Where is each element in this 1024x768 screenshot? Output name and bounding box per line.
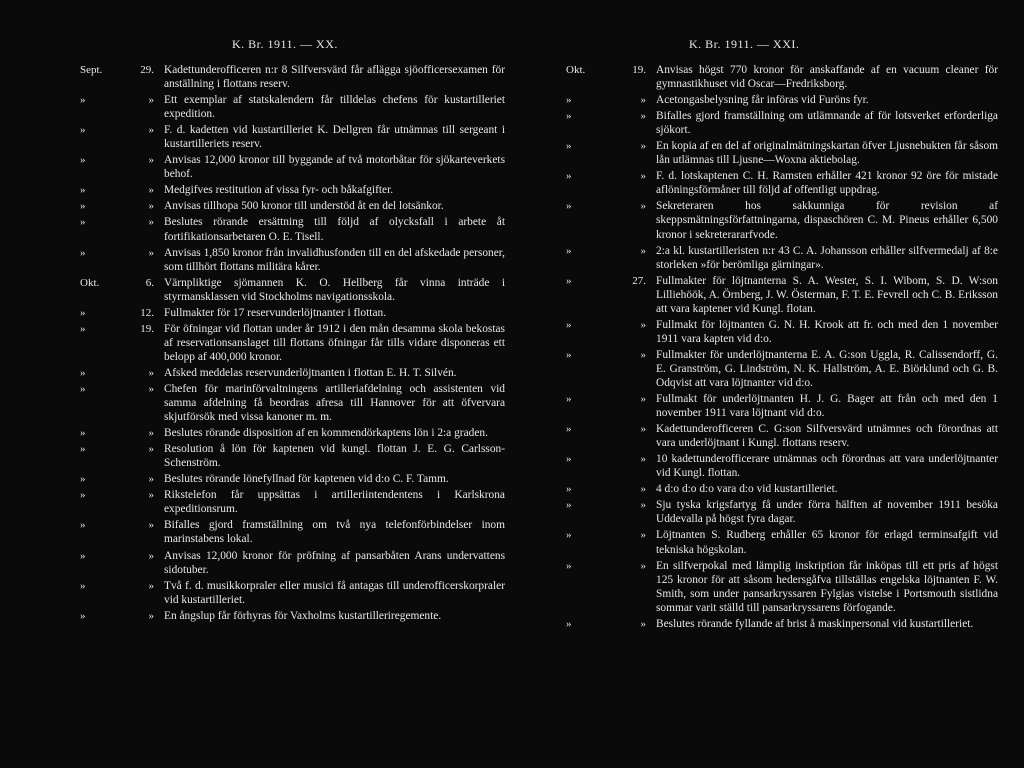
entry-row (566, 392, 998, 420)
entry-month: » (80, 366, 86, 379)
page-header: K. Br. 1911. — XXI. (689, 37, 800, 51)
entry-day: » (640, 348, 646, 361)
entry-day: » (148, 216, 154, 229)
entry-text: Acetongasbelysning får införas vid Furöns fyr. (656, 94, 869, 107)
entry-row (566, 139, 998, 167)
entry-date (566, 109, 646, 123)
entry-month: » (566, 274, 572, 287)
entry-day: » (148, 489, 154, 502)
entry-month: » (80, 306, 86, 319)
entry-date (566, 139, 646, 153)
entry-month: Okt. (80, 276, 100, 289)
entry-row (566, 422, 998, 450)
entry-month: » (566, 110, 572, 123)
entry-row (80, 549, 505, 577)
entry-month: » (80, 427, 86, 440)
entry-month: » (80, 124, 86, 137)
entry-row (80, 579, 505, 607)
entry-month: » (566, 559, 572, 572)
entry-text: Bifalles gjord framställning om utlämnande af för lotsverket erforderliga sjökort. (656, 110, 998, 137)
entry-text: 4 d:o d:o d:o vara d:o vid kustartilleriet. (656, 483, 838, 496)
entry-month: » (566, 529, 572, 542)
entry-text: Chefen för marinförvaltningens artilleriafdelning och assistenten vid samma afdelning få beordras afresa till Hannover för att öfvervara skjutförsök med vissa kanoner m. m. (164, 382, 505, 424)
entry-day: » (640, 617, 646, 630)
entry-text: Rikstelefon får uppsättas i artilleriintendentens i Karlskrona expeditionsrum. (164, 489, 505, 516)
entry-date (80, 382, 154, 396)
entry-date (80, 609, 154, 623)
entry-date (566, 199, 646, 213)
entry-month: » (80, 519, 86, 532)
entry-text: Löjtnanten S. Rudberg erhåller 65 kronor för erlagd terminsafgift vid tekniska högskolan. (656, 529, 998, 556)
entry-row (566, 617, 998, 631)
entry-row (566, 318, 998, 346)
entry-day: » (148, 609, 154, 622)
entry-month: » (566, 348, 572, 361)
entry-month: » (80, 549, 86, 562)
entry-day: » (148, 473, 154, 486)
entry-month: » (566, 483, 572, 496)
entry-row (566, 528, 998, 556)
entry-text: För öfningar vid flottan under år 1912 i den mån desamma skola bekostas af reservationsanslaget till flottans öfningar får tills vidare disponeras ett belopp af 400,000 kronor. (164, 322, 505, 363)
entry-row (566, 93, 998, 107)
entry-month: » (566, 453, 572, 466)
entry-text: Anvisas 12,000 kronor för pröfning af pansarbåten Arans undervattens sidotuber. (164, 549, 505, 576)
entry-day: 19. (632, 64, 646, 76)
entry-day: » (640, 318, 646, 331)
entry-row (566, 482, 998, 496)
entry-row (566, 452, 998, 480)
entry-date (566, 482, 646, 496)
entry-row (80, 123, 505, 151)
entry-text: Ett exemplar af statskalendern får tilldelas chefens för kustartilleriet expedition. (164, 94, 505, 121)
entry-date (566, 93, 646, 107)
entry-row (80, 518, 505, 546)
entry-month: » (80, 609, 86, 622)
entry-date (566, 392, 646, 406)
entry-day: » (148, 184, 154, 197)
entry-text: Beslutes rörande fyllande af brist å maskinpersonal vid kustartilleriet. (656, 617, 974, 630)
entry-date (566, 244, 646, 258)
entry-date (80, 306, 154, 320)
entry-day: » (640, 423, 646, 436)
entry-date (566, 452, 646, 466)
entry-day: » (148, 366, 154, 379)
entry-month: » (80, 154, 86, 167)
entry-row (80, 442, 505, 470)
entry-row (80, 215, 505, 243)
entry-date (80, 366, 154, 380)
entry-date (80, 549, 154, 563)
entry-row (80, 609, 505, 623)
entry-row (80, 199, 505, 213)
entry-date (80, 518, 154, 532)
entry-date (80, 93, 154, 107)
entry-text: Anvisas 12,000 kronor till byggande af två motorbåtar för sjökarteverkets behof. (164, 154, 505, 181)
entry-date (566, 318, 646, 332)
entry-text: Afsked meddelas reservunderlöjtnanten i flottan E. H. T. Silvén. (164, 366, 457, 379)
entry-month: » (80, 184, 86, 197)
entry-day: » (148, 443, 154, 456)
entry-text: Beslutes rörande disposition af en kommendörkaptens lön i 2:a graden. (164, 427, 488, 440)
entry-row (80, 322, 505, 364)
entry-day: 12. (140, 306, 154, 319)
entry-day: » (148, 427, 154, 440)
entry-text: Kadettunderofficeren C. G:son Silfversvärd utnämnes och förordnas att vara underlöjtnant i Kungl. flottans reserv. (656, 423, 998, 450)
entry-row (566, 199, 998, 241)
entry-text: Beslutes rörande lönefyllnad för kaptenen vid d:o C. F. Tamm. (164, 473, 449, 486)
entry-month: » (80, 443, 86, 456)
entry-month: » (566, 499, 572, 512)
entry-date (80, 488, 154, 502)
entry-date (80, 442, 154, 456)
entry-day: 29. (140, 64, 154, 76)
entry-row (566, 348, 998, 390)
entry-day: » (148, 124, 154, 137)
entry-date (566, 617, 646, 631)
entry-row (566, 498, 998, 526)
entry-month: » (566, 244, 572, 257)
entry-day: 19. (140, 322, 154, 335)
entry-row (566, 63, 998, 91)
entry-row (80, 153, 505, 181)
entry-row (566, 244, 998, 272)
entry-row (566, 109, 998, 137)
entry-month: » (80, 216, 86, 229)
entry-date (566, 348, 646, 362)
entry-date (80, 215, 154, 229)
entry-text: Sekreteraren hos sakkunniga för revision af skeppsmätningsförfattningarna, dispaschören C. M. Pineus erhåller 6,500 kronor i sekreterararfvode. (656, 200, 998, 241)
entry-month: » (566, 170, 572, 183)
entry-day: » (148, 549, 154, 562)
entry-row (80, 382, 505, 424)
entry-day: » (640, 529, 646, 542)
entry-month: » (80, 473, 86, 486)
entry-day: » (640, 244, 646, 257)
entry-day: » (640, 140, 646, 153)
entry-row (566, 559, 998, 615)
entry-text: 2:a kl. kustartilleristen n:r 43 C. A. Johansson erhåller silfvermedalj af 8:e storleken »för berömliga gärningar». (656, 244, 998, 271)
entry-date (80, 472, 154, 486)
entry-text: En ångslup får förhyras för Vaxholms kustartilleriregemente. (164, 609, 442, 622)
entry-text: Anvisas tillhopa 500 kronor till understöd åt en del lotsänkor. (164, 200, 444, 213)
entry-day: » (640, 94, 646, 107)
entry-text: Anvisas högst 770 kronor för anskaffande af en vacuum cleaner för gymnastikhuset vid Oscar—Fredriksborg. (656, 64, 998, 91)
entry-text: 10 kadettunderofficerare utnämnas och förordnas att vara underlöjtnanter vid Kungl. flottan. (656, 453, 998, 480)
entry-month: » (80, 200, 86, 213)
entry-text: Resolution å lön för kaptenen vid kungl. flottan J. E. G. Carlsson-Schenström. (164, 443, 505, 470)
entry-month: » (80, 489, 86, 502)
entry-month: » (566, 94, 572, 107)
entry-date (80, 276, 154, 290)
page-header: K. Br. 1911. — XX. (232, 37, 338, 51)
entry-day: » (640, 170, 646, 183)
entry-date (566, 422, 646, 436)
entry-day: » (640, 559, 646, 572)
entry-row (566, 274, 998, 316)
entry-row (566, 169, 998, 197)
entry-day: » (640, 483, 646, 496)
entry-month: » (566, 318, 572, 331)
entry-month: » (80, 579, 86, 592)
entry-text: Beslutes rörande ersättning till följd af olycksfall i arbete åt fortifikationsarbetaren O. E. Tisell. (164, 216, 505, 243)
entry-row (80, 246, 505, 274)
entry-date (566, 169, 646, 183)
entry-text: F. d. lotskaptenen C. H. Ramsten erhåller 421 kronor 92 öre för mistade aflöningsförmåner till följd af offentligt uppdrag. (656, 170, 998, 197)
entry-text: Sju tyska krigsfartyg få under förra hälften af november 1911 besöka Uddevalla på högst fyra dagar. (656, 499, 998, 526)
entry-day: » (640, 453, 646, 466)
entry-row (80, 183, 505, 197)
entry-month: » (566, 423, 572, 436)
entry-text: En silfverpokal med lämplig inskription får inköpas till ett pris af högst 125 kronor för att såsom hedersgåfva tillställas engelska löjtnanten F. W. Smith, som under pansarkryssaren Fylgias vistelse i Portsmouth sistlidna sommar varit ställd till pansarkryssarens förfogande. (656, 559, 998, 614)
entry-day: » (640, 499, 646, 512)
entry-text: Medgifves restitution af vissa fyr- och båkafgifter. (164, 184, 394, 197)
entry-row (80, 472, 505, 486)
entry-month: » (80, 94, 86, 107)
entry-date (566, 528, 646, 542)
entry-month: » (566, 617, 572, 630)
entry-text: Fullmakt för löjtnanten G. N. H. Krook att fr. och med den 1 november 1911 vara kapten vid d:o. (656, 318, 998, 345)
entry-date (80, 63, 154, 77)
entry-text: En kopia af en del af originalmätningskartan öfver Ljusnebukten får såsom lån utlämnas till Ljusne—Woxna aktiebolag. (656, 140, 998, 167)
entry-day: » (640, 393, 646, 406)
entry-list (566, 63, 998, 633)
entry-text: Fullmakt för underlöjtnanten H. J. G. Bager att från och med den 1 november 1911 vara löjtnant vid d:o. (656, 393, 998, 420)
entry-date (566, 559, 646, 573)
entry-day: » (148, 200, 154, 213)
entry-day: » (148, 579, 154, 592)
entry-day: 27. (632, 274, 646, 287)
entry-text: Anvisas 1,850 kronor från invalidhusfonden till en del afskedade personer, som tillhört flottans militära kårer. (164, 246, 505, 273)
entry-text: Fullmakter för underlöjtnanterna E. A. G:son Uggla, R. Calissendorff, G. E. Granström, G. Lindström, N. K. Hallström, A. E. Biörklund och G. B. Odqvist att vara löjtnanter vid d:o. (656, 348, 998, 389)
entry-row (80, 488, 505, 516)
entry-row (80, 306, 505, 320)
entry-date (80, 246, 154, 260)
entry-day: » (148, 246, 154, 259)
entry-day: » (148, 154, 154, 167)
entry-month: Okt. (566, 64, 586, 76)
entry-row (80, 93, 505, 121)
entry-date (80, 579, 154, 593)
entry-text: Bifalles gjord framställning om två nya telefonförbindelser inom marinstabens lokal. (164, 519, 505, 546)
entry-month: » (80, 382, 86, 395)
entry-date (566, 274, 646, 288)
entry-day: 6. (145, 276, 154, 289)
entry-day: » (148, 519, 154, 532)
entry-month: » (566, 200, 572, 213)
entry-month: » (80, 322, 86, 335)
entry-text: Fullmakter för 17 reservunderlöjtnanter i flottan. (164, 306, 387, 319)
entry-day: » (640, 200, 646, 213)
entry-text: Värnpliktige sjömannen K. O. Hellberg får vinna inträde i styrmansklassen vid Stockholms navigationsskola. (164, 276, 505, 303)
entry-date (80, 199, 154, 213)
entry-day: » (640, 110, 646, 123)
entry-date (566, 63, 646, 77)
entry-date (80, 123, 154, 137)
entry-date (80, 322, 154, 336)
entry-row (80, 63, 505, 91)
entry-date (80, 153, 154, 167)
entry-date (80, 426, 154, 440)
entry-month: » (566, 140, 572, 153)
entry-text: F. d. kadetten vid kustartilleriet K. Dellgren får utnämnas till sergeant i kustartilleriets reserv. (164, 124, 505, 151)
entry-date (566, 498, 646, 512)
entry-month: Sept. (80, 64, 103, 76)
entry-text: Kadettunderofficeren n:r 8 Silfversvärd får aflägga sjöofficersexamen för anställning i flottans reserv. (164, 64, 505, 91)
entry-day: » (148, 382, 154, 395)
entry-text: Fullmakter för löjtnanterna S. A. Wester, S. I. Wibom, S. D. W:son Lilliehöök, A. Örnberg, J. W. Österman, F. T. E. Fevrell och C. B. Eriksson att vara kaptener vid Kungl. flotan. (656, 274, 998, 315)
entry-date (80, 183, 154, 197)
entry-month: » (566, 393, 572, 406)
entry-day: » (148, 94, 154, 107)
entry-list (80, 63, 505, 625)
entry-row (80, 276, 505, 304)
entry-text: Två f. d. musikkorpraler eller musici få antagas till underofficerskorpraler vid kustartilleriet. (164, 579, 505, 606)
entry-row (80, 366, 505, 380)
entry-row (80, 426, 505, 440)
entry-month: » (80, 246, 86, 259)
